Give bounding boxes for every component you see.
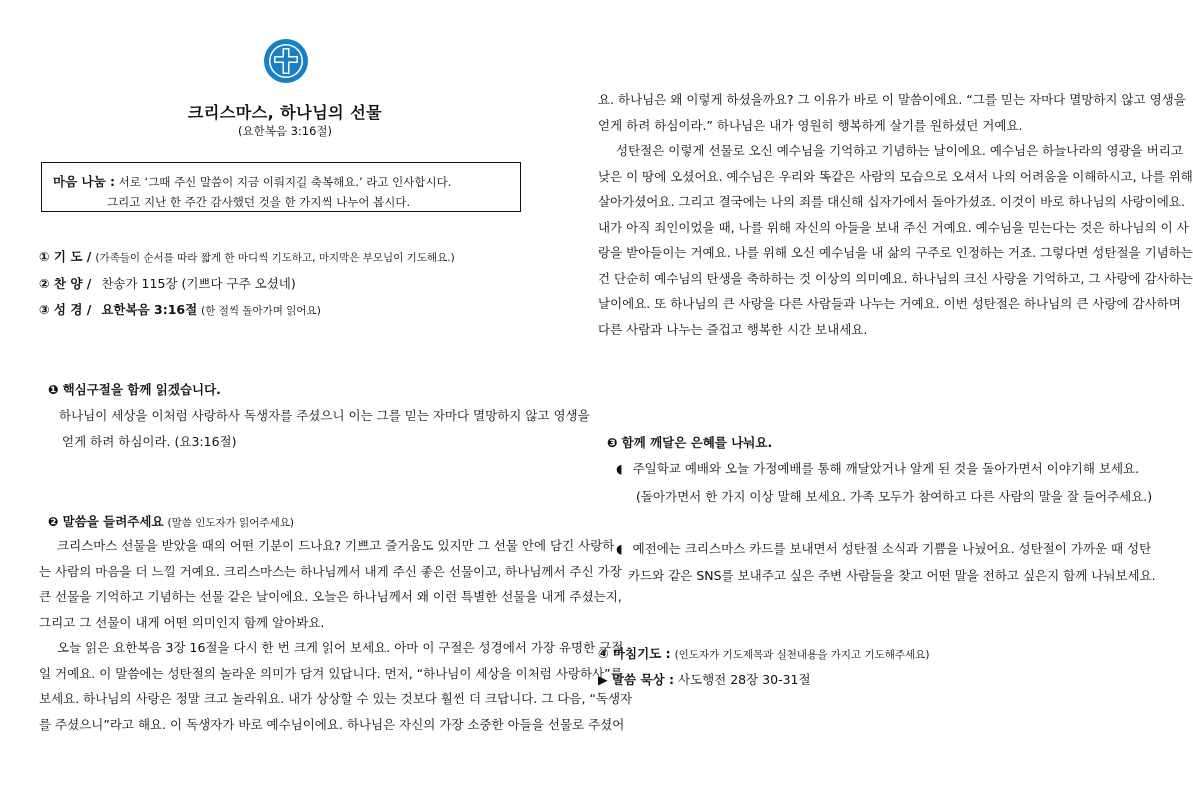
- sermon-line: 큰 선물을 기억하고 기념하는 선물 같은 날이에요. 오늘은 하나님께서 왜 이런 특별한 선물을 내게 주셨는지,: [39, 589, 622, 604]
- order-scripture: [39, 300, 321, 318]
- meditation-label: ▶ 말씀 묵상 :: [598, 672, 674, 687]
- order-scripture-detail: (한 절씩 돌아가며 읽어요): [201, 305, 321, 317]
- question-1-text: 주일학교 예배와 오늘 가정예배를 통해 깨달았거나 알게 된 것을 돌아가면서 이야기해 보세요.: [632, 461, 1140, 476]
- sharing-text-1: 서로 ‘그때 주신 말씀이 지금 이뤄지길 축복해요.’ 라고 인사합시다.: [118, 175, 452, 189]
- order-hymn-detail: 찬송가 115장 (기쁘다 구주 오셨네): [101, 276, 296, 291]
- order-scripture-label: ③ 성 경 /: [39, 302, 92, 317]
- sharing-label: 마음 나눔 :: [53, 174, 116, 189]
- sermon-left: [39, 533, 633, 737]
- section-3-title: 함께 깨달은 은혜를 나눠요.: [621, 435, 773, 450]
- sermon-line: 보세요. 하나님의 사랑은 정말 크고 놀라워요. 내가 상상할 수 있는 것보다 훨씬 더 크답니다. 그 다음, “독생자: [39, 691, 633, 706]
- sermon-line: 내가 아직 죄인이었을 때, 나를 위해 자신의 아들을 보내 주신 거예요. 예수님을 믿는다는 것은 하나님의 이 사: [598, 219, 1189, 235]
- section-3-heading: [607, 433, 772, 451]
- bullet-icon: ◖: [616, 541, 623, 556]
- question-2-text-2: 카드와 같은 SNS를 보내주고 싶은 주변 사람들을 찾고 어떤 말을 전하고 싶은지 함께 나눠보세요.: [628, 568, 1156, 583]
- section-1-title: 핵심구절을 함께 읽겠습니다.: [62, 382, 221, 397]
- section-3-marker: ❸: [607, 435, 618, 450]
- closing-prayer-label: ④ 마침기도 :: [598, 646, 671, 661]
- order-prayer-detail: (가족들이 순서를 따라 짧게 한 마디씩 기도하고, 마지막은 부모님이 기도해요.): [95, 252, 455, 264]
- order-hymn: [39, 274, 296, 292]
- sermon-line: 살아가셨어요. 그리고 결국에는 나의 죄를 대신해 십자가에서 돌아가셨죠. 이것이 바로 하나님의 사랑이에요.: [598, 194, 1185, 209]
- order-hymn-label: ② 찬 양 /: [39, 276, 92, 291]
- question-2-text: 예전에는 크리스마스 카드를 보내면서 성탄절 소식과 기쁨을 나눴어요. 성탄절이 가까운 때 성탄: [632, 541, 1152, 556]
- order-scripture-ref: 요한복음 3:16절: [101, 302, 198, 317]
- church-logo: [263, 38, 309, 84]
- meditation-text: 사도행전 28장 30-31절: [677, 672, 811, 687]
- sermon-line: 크리스마스 선물을 받았을 때의 어떤 기분이 드나요? 기쁘고 즐거움도 있지만 그 선물 안에 담긴 사랑하: [57, 538, 615, 553]
- discussion-question-2: [616, 539, 1151, 557]
- section-1-heading: [48, 380, 221, 398]
- key-verse-line-1: 하나님이 세상을 이처럼 사랑하사 독생자를 주셨으니 이는 그를 믿는 자마다 멸망하지 않고 영생을: [59, 408, 590, 423]
- sermon-line: 를 주셨으니”라고 해요. 이 독생자가 바로 예수님이에요. 하나님은 자신의 가장 소중한 아들을 선물로 주셨어: [39, 716, 625, 732]
- sermon-line: 랑을 받아들이는 거예요. 나를 위해 오신 예수님을 내 삶의 구주로 인정하는 거죠. 그렇다면 성탄절을 기념하는: [598, 245, 1193, 260]
- page-title: 크리스마스, 하나님의 선물: [187, 103, 383, 122]
- sermon-line: 날이에요. 또 하나님의 큰 사랑을 다른 사람들과 나누는 거예요. 이번 성탄절은 하나님의 큰 사랑에 감사하며: [598, 296, 1181, 311]
- discussion-question-1: [616, 459, 1139, 477]
- sermon-line: 성탄절은 이렇게 선물로 오신 예수님을 기억하고 기념하는 날이에요. 예수님은 하늘나라의 영광을 버리고: [616, 143, 1183, 158]
- sermon-line: 다른 사람과 나누는 즐겁고 행복한 시간 보내세요.: [598, 321, 868, 337]
- section-2-heading: [48, 512, 294, 530]
- scripture-reference: (요한복음 3:16절): [238, 124, 332, 138]
- section-1-marker: ❶: [48, 382, 59, 397]
- sermon-line: 얻게 하려 하심이라.” 하나님은 내가 영원히 행복하게 살기를 원하셨던 거예요.: [598, 117, 1023, 133]
- sermon-line: 그리고 그 선물이 내게 어떤 의미인지 함께 알아봐요.: [39, 614, 325, 630]
- sermon-line: 건 단순히 예수님의 탄생을 축하하는 것 이상의 의미예요. 하나님의 크신 사랑을 기억하고, 그 사랑에 감사하는: [598, 270, 1193, 286]
- closing-prayer: [598, 644, 929, 662]
- sermon-line: 요. 하나님은 왜 이렇게 하셨을까요? 그 이유가 바로 이 말씀이에요. “그를 믿는 자마다 멸망하지 않고 영생을: [598, 92, 1186, 107]
- order-prayer-label: ① 기 도 /: [39, 249, 92, 264]
- key-verse-line-2: 얻게 하려 하심이라. (요3:16절): [62, 434, 237, 449]
- closing-prayer-note: (인도자가 기도제목과 실천내용을 가지고 기도해주세요): [674, 649, 930, 661]
- sermon-line: 는 사람의 마음을 더 느낄 거예요. 크리스마스는 하나님께서 내게 주신 좋은 선물이고, 하나님께서 주신 가장: [39, 563, 622, 579]
- sharing-box: [41, 162, 521, 212]
- meditation-reading: [598, 670, 811, 688]
- section-2-marker: ❷: [48, 514, 59, 529]
- sharing-text-2: 그리고 지난 한 주간 감사했던 것을 한 가지씩 나누어 봅시다.: [107, 195, 411, 209]
- section-2-note: (말씀 인도자가 읽어주세요): [167, 517, 294, 529]
- order-prayer: [39, 247, 455, 265]
- bullet-icon: ◖: [616, 461, 623, 476]
- sermon-line: 낮은 이 땅에 오셨어요. 예수님은 우리와 똑같은 사람의 모습으로 오셔서 나의 어려움을 이해하시고, 나를 위해: [598, 168, 1193, 184]
- sermon-right: [598, 87, 1193, 342]
- section-2-title: 말씀을 들려주세요: [62, 514, 164, 529]
- sermon-line: 오늘 읽은 요한복음 3장 16절을 다시 한 번 크게 읽어 보세요. 아마 이 구절은 성경에서 가장 유명한 구절: [57, 640, 624, 655]
- question-1-note: (돌아가면서 한 가지 이상 말해 보세요. 가족 모두가 참여하고 다른 사람의 말을 잘 들어주세요.): [636, 489, 1153, 504]
- sermon-line: 일 거예요. 이 말씀에는 성탄절의 놀라운 의미가 담겨 있답니다. 먼저, “하나님이 세상을 이처럼 사랑하사”를: [39, 665, 623, 681]
- sharing-line-1: [53, 172, 451, 190]
